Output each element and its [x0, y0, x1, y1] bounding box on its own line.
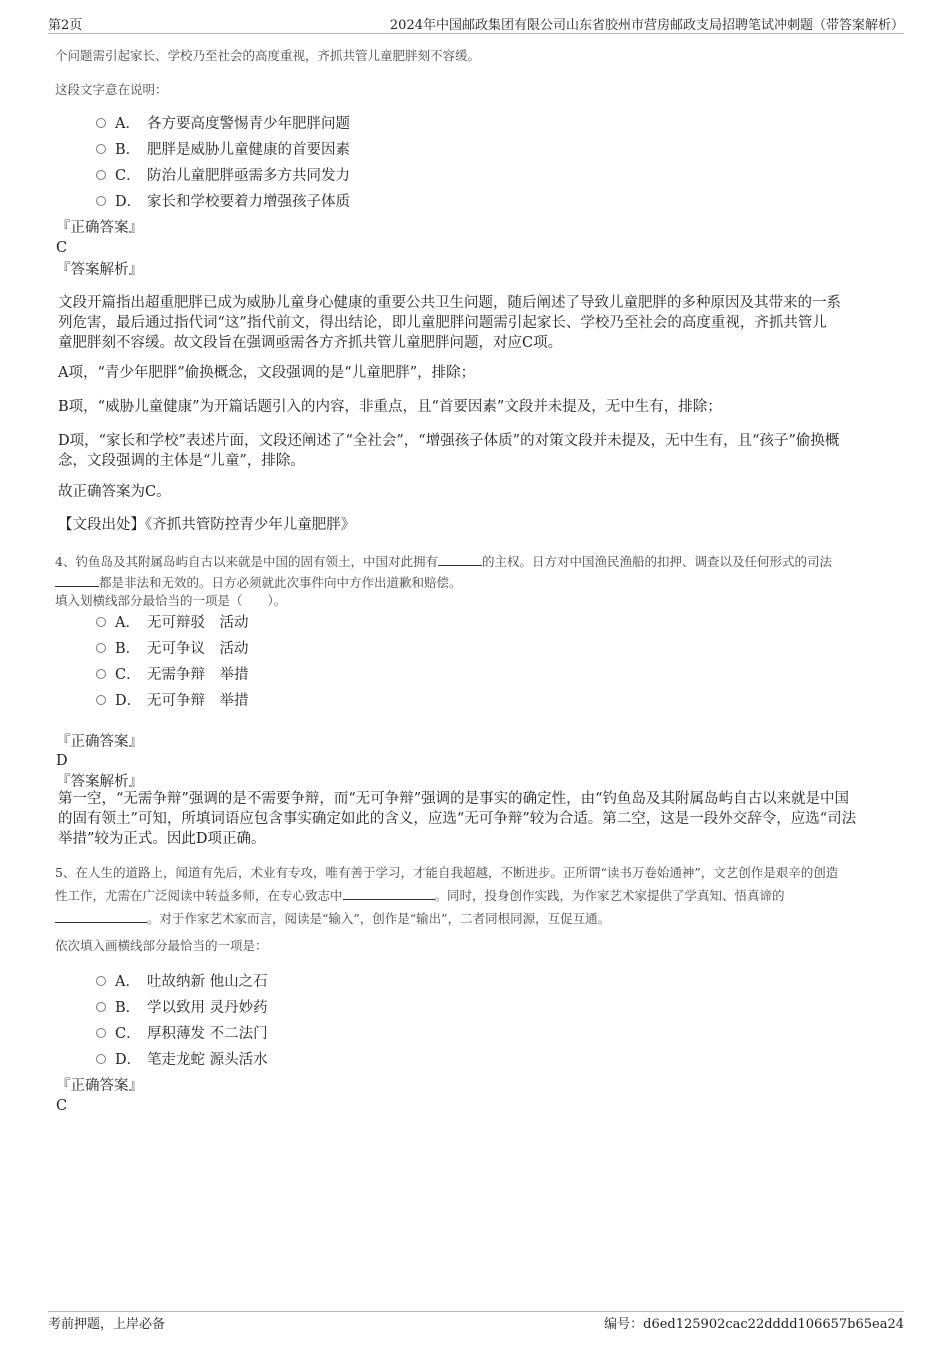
option-c[interactable]: C． 无需争辩 举措	[96, 663, 249, 687]
option-d[interactable]: D． 笔走龙蛇 源头活水	[96, 1048, 268, 1072]
q3-answer-label: 『正确答案』	[56, 220, 143, 236]
q3-options	[96, 112, 350, 214]
q3-analysis-label: 『答案解析』	[56, 262, 143, 278]
q4-options	[96, 611, 249, 713]
q4-stem: 4、钓鱼岛及其附属岛屿自古以来就是中国的固有领土，中国对此拥有 的主权。日方对中国渔民渔船的扣押、调查以及任何形式的司法 都是非法和无效的。日方必须就此次事件向中方作出道歉和赔偿。	[55, 554, 832, 590]
blank-2	[55, 910, 147, 923]
q4-analysis: 第一空，“无需争辩”强调的是不需要争辩，而“无可争辩”强调的是事实的确定性，由“钓鱼岛及其附属岛屿自古以来就是中国 的固有领土”可知，所填词语应包含事实确定如此的含义，应选“无可争辩”较为合适。第二空，这是一段外交辞令，应选“司法 举措”较为正式。因此D项正确。	[58, 791, 857, 847]
radio-icon[interactable]	[96, 144, 106, 154]
q3-answer: C	[56, 240, 68, 256]
radio-icon[interactable]	[96, 976, 106, 986]
q3-a-item: A项，“青少年肥胖”偷换概念，文段强调的是“儿童肥胖”，排除；	[58, 365, 476, 381]
option-c[interactable]: C． 厚积薄发 不二法门	[96, 1022, 268, 1046]
radio-icon[interactable]	[96, 1054, 106, 1064]
radio-icon[interactable]	[96, 1028, 106, 1038]
option-d[interactable]: D． 无可争辩 举措	[96, 689, 249, 713]
radio-icon[interactable]	[96, 118, 106, 128]
q3-stem-tail: 个问题需引起家长、学校乃至社会的高度重视，齐抓共管儿童肥胖刻不容缓。	[55, 48, 481, 63]
option-b[interactable]: B． 学以致用 灵丹妙药	[96, 996, 268, 1020]
option-a[interactable]: A． 无可辩驳 活动	[96, 611, 249, 635]
blank-1	[343, 887, 435, 900]
q4-prompt: 填入划横线部分最恰当的一项是（ ）。	[55, 593, 287, 608]
option-b[interactable]: B． 肥胖是威胁儿童健康的首要因素	[96, 138, 350, 162]
q3-b-item: B项，“威胁儿童健康”为开篇话题引入的内容，非重点，且“首要因素”文段并未提及，无中生有，排除；	[58, 399, 722, 415]
q3-d-item: D项，“家长和学校”表述片面，文段还阐述了“全社会”，“增强孩子体质”的对策文段并未提及，无中生有，且“孩子”偷换概 念，文段强调的主体是“儿童”，排除。	[58, 433, 840, 469]
footer-slogan: 考前押题，上岸必备	[48, 1317, 166, 1332]
option-b[interactable]: B． 无可争议 活动	[96, 637, 249, 661]
document-title: 2024年中国邮政集团有限公司山东省胶州市营房邮政支局招聘笔试冲刺题（带答案解析）	[389, 18, 904, 33]
q3-conclusion: 故正确答案为C。	[58, 484, 171, 500]
q3-prompt: 这段文字意在说明：	[55, 82, 168, 97]
q3-source: 【文段出处】《齐抓共管防控青少年儿童肥胖》	[58, 517, 356, 533]
q4-answer-label: 『正确答案』	[56, 734, 143, 750]
q5-answer: C	[56, 1098, 68, 1114]
page-number: 第2页	[48, 18, 83, 33]
blank-1	[438, 553, 482, 566]
q3-analysis: 文段开篇指出超重肥胖已成为威胁儿童身心健康的重要公共卫生问题，随后阐述了导致儿童肥胖的多种原因及其带来的一系 列危害，最后通过指代词“这”指代前文，得出结论，即儿童肥胖问题需引起家长、学校乃至社会的高度重视，齐抓共管儿 童肥胖刻不容缓。故文段旨在强调亟需各方齐抓共管儿童肥胖问题，对应C项。	[58, 295, 841, 351]
option-a[interactable]: A． 各方要高度警惕青少年肥胖问题	[96, 112, 350, 136]
radio-icon[interactable]	[96, 669, 106, 679]
radio-icon[interactable]	[96, 1002, 106, 1012]
radio-icon[interactable]	[96, 170, 106, 180]
option-d[interactable]: D． 家长和学校要着力增强孩子体质	[96, 190, 350, 214]
radio-icon[interactable]	[96, 196, 106, 206]
option-a[interactable]: A． 吐故纳新 他山之石	[96, 970, 268, 994]
blank-2	[55, 574, 99, 587]
header-divider	[48, 33, 904, 34]
radio-icon[interactable]	[96, 643, 106, 653]
q5-answer-label: 『正确答案』	[56, 1078, 143, 1094]
q4-analysis-label: 『答案解析』	[56, 774, 143, 790]
q5-options	[96, 970, 268, 1072]
option-c[interactable]: C． 防治儿童肥胖亟需多方共同发力	[96, 164, 350, 188]
radio-icon[interactable]	[96, 695, 106, 705]
q5-stem: 5、在人生的道路上，闻道有先后，术业有专攻，唯有善于学习，才能自我超越，不断进步。正所谓“读书万卷始通神”，文艺创作是艰辛的创造 性工作，尤需在广泛阅读中转益多师，在专心致志中 。同时，投身创作实践，为作家艺术家提供了学真知、悟真谛的 。对于作家艺术家而言，阅读是“输入”，创作是“输出”，二者同根同源，互促互通。	[55, 865, 839, 926]
footer-id: 编号：d6ed125902cac22dddd106657b65ea24	[604, 1317, 904, 1332]
q5-prompt: 依次填入画横线部分最恰当的一项是：	[55, 938, 268, 953]
radio-icon[interactable]	[96, 617, 106, 627]
q4-answer: D	[56, 753, 68, 769]
footer-divider	[48, 1311, 904, 1312]
